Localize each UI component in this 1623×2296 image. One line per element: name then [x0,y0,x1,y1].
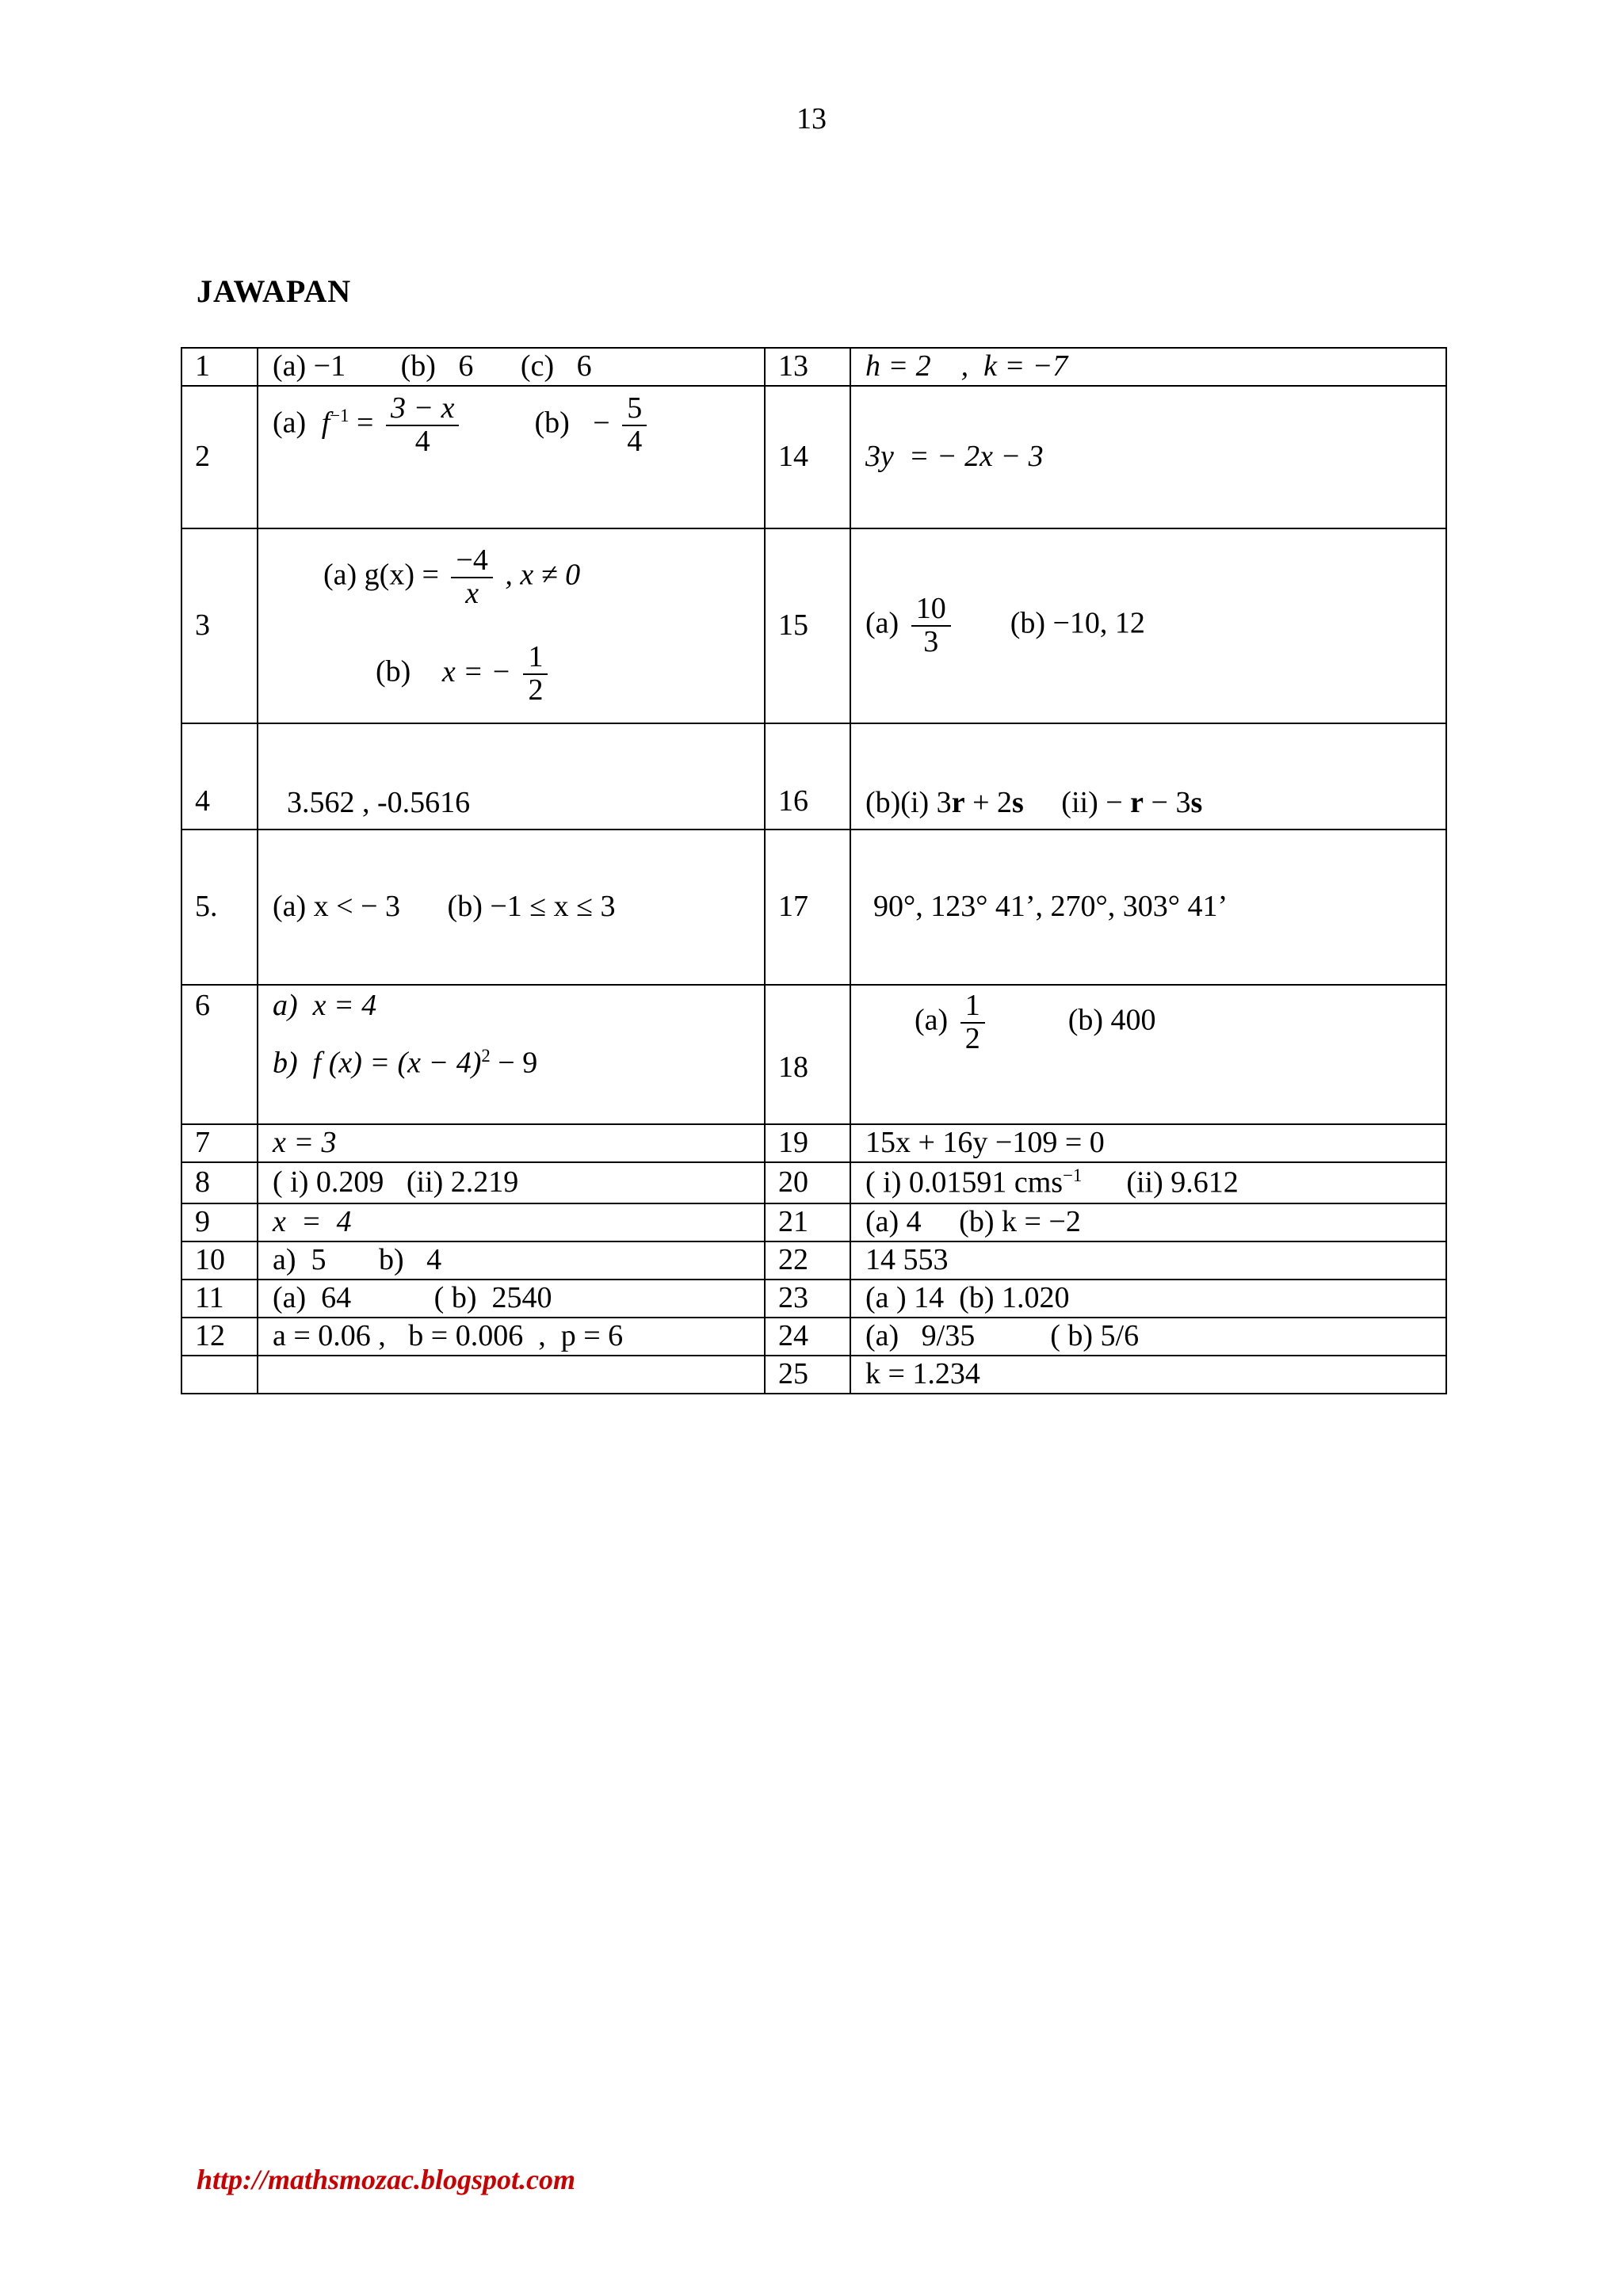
table-row [181,1318,1446,1356]
answer-cell: (a) 4 (b) k = −2 [850,1203,1446,1241]
fraction-numerator: 1 [523,642,548,675]
empty-cell [181,1356,258,1394]
vector-symbol: s [1012,786,1024,820]
table-row [181,1124,1446,1162]
minus-sign: − [593,406,610,440]
fraction-numerator: −4 [451,545,492,578]
question-number: 13 [765,348,850,386]
question-number: 25 [765,1356,850,1394]
question-number: 20 [765,1162,850,1203]
table-row [181,528,1446,723]
question-number: 12 [181,1318,258,1356]
question-number: 22 [765,1241,850,1280]
vector-symbol: s [1190,786,1203,820]
fraction-numerator: 3 − x [386,393,460,426]
fraction-denominator: 2 [964,1021,980,1055]
question-number: 7 [181,1124,258,1162]
fraction [911,593,951,658]
answer-cell: 15x + 16y −109 = 0 [850,1124,1446,1162]
fraction-denominator: 4 [414,424,430,458]
answer-part-label: (b) [376,654,411,688]
question-number: 15 [765,528,850,723]
function-symbol: f [321,406,330,440]
answer-part: (c) 6 [520,349,592,383]
question-number: 24 [765,1318,850,1356]
table-row [181,1203,1446,1241]
question-number: 4 [181,723,258,830]
table-row [181,723,1446,830]
answer-part-label: (a) [915,1003,949,1037]
answer-cell [258,528,765,723]
table-row [181,1162,1446,1203]
answer-cell [850,985,1446,1124]
answer-cell: (a) 64 ( b) 2540 [258,1280,765,1318]
equation-lhs: x = − [441,654,511,688]
answer-part: ( i) 0.01591 cms [865,1165,1064,1199]
answer-cell [850,723,1446,830]
fraction-denominator: 2 [528,673,544,707]
answer-cell: (a) 9/35 ( b) 5/6 [850,1318,1446,1356]
question-number: 23 [765,1280,850,1318]
exponent: 2 [481,1045,491,1066]
question-number: 8 [181,1162,258,1203]
question-number: 21 [765,1203,850,1241]
fraction [451,545,492,610]
answer-cell: 3y = − 2x − 3 [850,386,1446,528]
footer-link[interactable]: http://mathsmozac.blogspot.com [197,2164,576,2195]
answer-cell [258,348,765,386]
answer-part-label: (a) [273,406,307,440]
question-number: 1 [181,348,258,386]
vector-symbol: r [1130,786,1144,820]
answer-cell: 90°, 123° 41’, 270°, 303° 41’ [850,830,1446,985]
answers-table [181,347,1447,1394]
answer-cell: a = 0.06 , b = 0.006 , p = 6 [258,1318,765,1356]
condition: , x ≠ 0 [505,558,581,592]
fraction-denominator: 3 [923,625,939,658]
fraction [523,642,548,707]
question-number: 11 [181,1280,258,1318]
table-row [181,1241,1446,1280]
question-number: 18 [765,985,850,1124]
fraction [622,393,647,458]
exponent: −1 [1063,1165,1083,1185]
table-row [181,830,1446,985]
table-row [181,985,1446,1124]
answer-part: (b) 6 [400,349,474,383]
question-number: 17 [765,830,850,985]
page-heading: JAWAPAN [197,273,352,309]
table-row [181,386,1446,528]
equals-sign: = [357,406,374,440]
answer-part: (ii) 9.612 [1126,1165,1239,1199]
answer-cell: x = 4 [258,1203,765,1241]
answer-part: b) f (x) = (x − 4) [273,1046,482,1080]
fraction-numerator: 1 [960,990,985,1024]
answer-cell [258,985,765,1124]
table-row [181,1280,1446,1318]
answer-cell: k = 1.234 [850,1356,1446,1394]
answer-cell: 3.562 , -0.5616 [258,723,765,830]
answer-cell: ( i) 0.209 (ii) 2.219 [258,1162,765,1203]
answer-part: (b) −1 ≤ x ≤ 3 [447,890,616,924]
answer-part: (b) −10, 12 [1010,606,1145,640]
answer-part-label: (a) g(x) = [323,558,439,592]
answer-part: − 9 [490,1046,538,1080]
fraction-denominator: x [465,577,479,611]
answer-cell [850,1162,1446,1203]
question-number: 5. [181,830,258,985]
question-number: 6 [181,985,258,1124]
answer-text: (ii) − [1023,786,1131,820]
answer-cell [850,528,1446,723]
answer-part: (b) 400 [1067,1003,1156,1037]
fraction-numerator: 5 [622,393,647,426]
question-number: 10 [181,1241,258,1280]
answer-part: (a) −1 [273,349,346,383]
answer-cell: h = 2 , k = −7 [850,348,1446,386]
answer-cell [258,830,765,985]
fraction-numerator: 10 [911,593,951,627]
answer-cell [258,386,765,528]
fraction [386,393,460,458]
table-row [181,1356,1446,1394]
answer-cell: a) 5 b) 4 [258,1241,765,1280]
inverse-exponent: −1 [330,405,349,425]
question-number: 9 [181,1203,258,1241]
answer-part: (a) x < − 3 [273,890,401,924]
answer-text: − 3 [1144,786,1191,820]
vector-symbol: r [951,786,965,820]
question-number: 16 [765,723,850,830]
page-number: 13 [796,102,827,135]
answer-cell: x = 3 [258,1124,765,1162]
answer-text: (b)(i) 3 [865,786,952,820]
table-row [181,348,1446,386]
answer-part-label: (b) [534,406,570,440]
fraction [960,990,985,1055]
answer-cell: (a ) 14 (b) 1.020 [850,1280,1446,1318]
answer-text: + 2 [964,786,1012,820]
question-number: 2 [181,386,258,528]
answer-cell: 14 553 [850,1241,1446,1280]
question-number: 3 [181,528,258,723]
question-number: 14 [765,386,850,528]
empty-cell [258,1356,765,1394]
answer-part: a) x = 4 [273,989,377,1022]
question-number: 19 [765,1124,850,1162]
fraction-denominator: 4 [627,424,643,458]
answer-part-label: (a) [865,606,899,640]
